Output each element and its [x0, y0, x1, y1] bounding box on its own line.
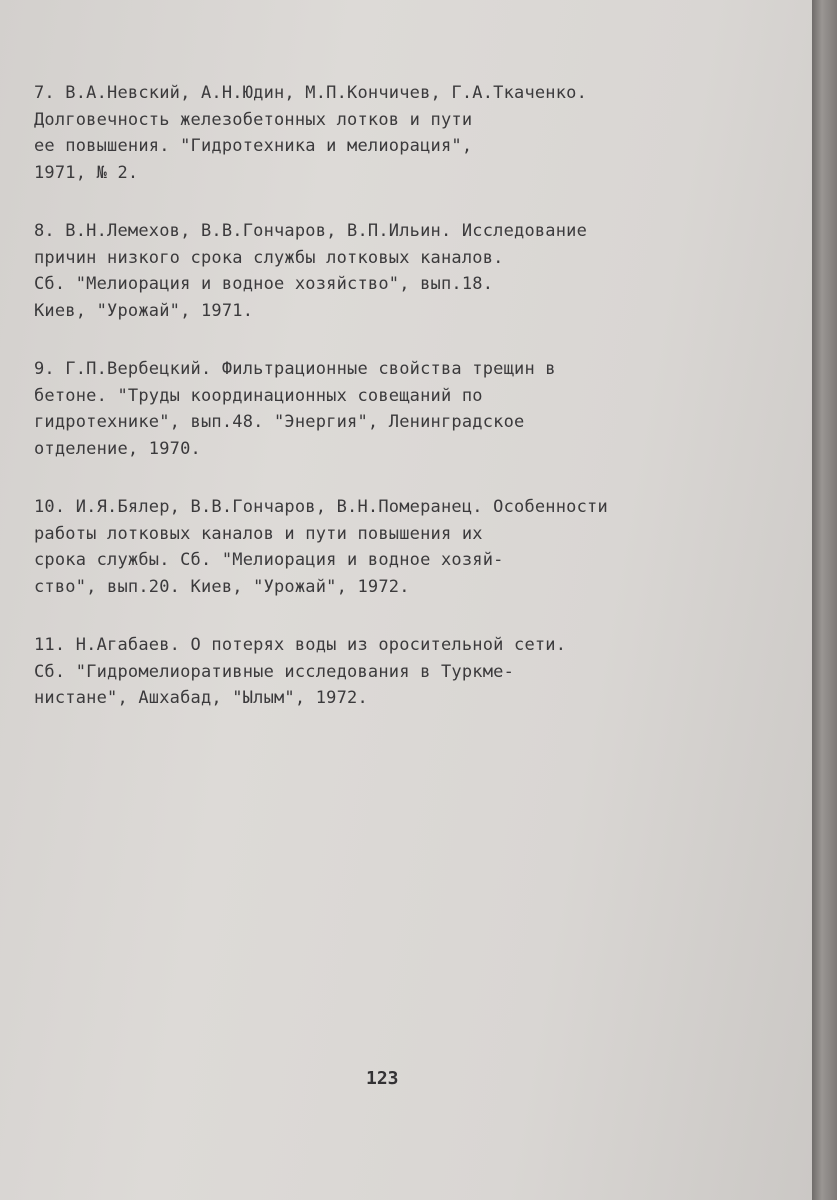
reference-line: нистане", Ашхабад, "Ылым", 1972. [34, 688, 368, 708]
reference-line: 1971, № 2. [34, 162, 139, 183]
book-spine-edge [812, 0, 837, 1200]
reference-item [34, 218, 794, 324]
reference-line: бетоне. "Труды координационных совещаний по [34, 385, 483, 406]
reference-item [34, 494, 794, 600]
reference-line: 10. И.Я.Бялер, В.В.Гончаров, В.Н.Померанец. Особенности [34, 497, 608, 517]
reference-line: ство", вып.20. Киев, "Урожай", 1972. [34, 576, 410, 597]
reference-line: работы лотковых каналов и пути повышения их [34, 523, 483, 544]
reference-line: 7. В.А.Невский, А.Н.Юдин, М.П.Кончичев, Г.А.Ткаченко. [34, 83, 588, 103]
reference-line: 8. В.Н.Лемехов, В.В.Гончаров, В.П.Ильин. Исследование [34, 221, 588, 241]
reference-item [34, 632, 794, 712]
reference-line: срока службы. Сб. "Мелиорация и водное хозяй- [34, 550, 504, 570]
reference-line: отделение, 1970. [34, 438, 201, 459]
reference-line: гидротехнике", вып.48. "Энергия", Ленинградское [34, 412, 525, 432]
reference-line: Сб. "Мелиорация и водное хозяйство", вып.18. [34, 274, 494, 294]
reference-line: ее повышения. "Гидротехника и мелиорация", [34, 136, 473, 156]
page-number: 123 [366, 1068, 399, 1089]
reference-line: Киев, "Урожай", 1971. [34, 300, 254, 321]
reference-item [34, 80, 794, 186]
reference-line: 11. Н.Агабаев. О потерях воды из оросительной сети. [34, 635, 567, 655]
reference-list [34, 80, 794, 744]
reference-line: причин низкого срока службы лотковых каналов. [34, 247, 504, 268]
reference-line: Долговечность железобетонных лотков и пути [34, 109, 473, 130]
reference-line: Сб. "Гидромелиоративные исследования в Туркме- [34, 661, 515, 682]
reference-line: 9. Г.П.Вербецкий. Фильтрационные свойства трещин в [34, 359, 556, 379]
reference-item [34, 356, 794, 462]
